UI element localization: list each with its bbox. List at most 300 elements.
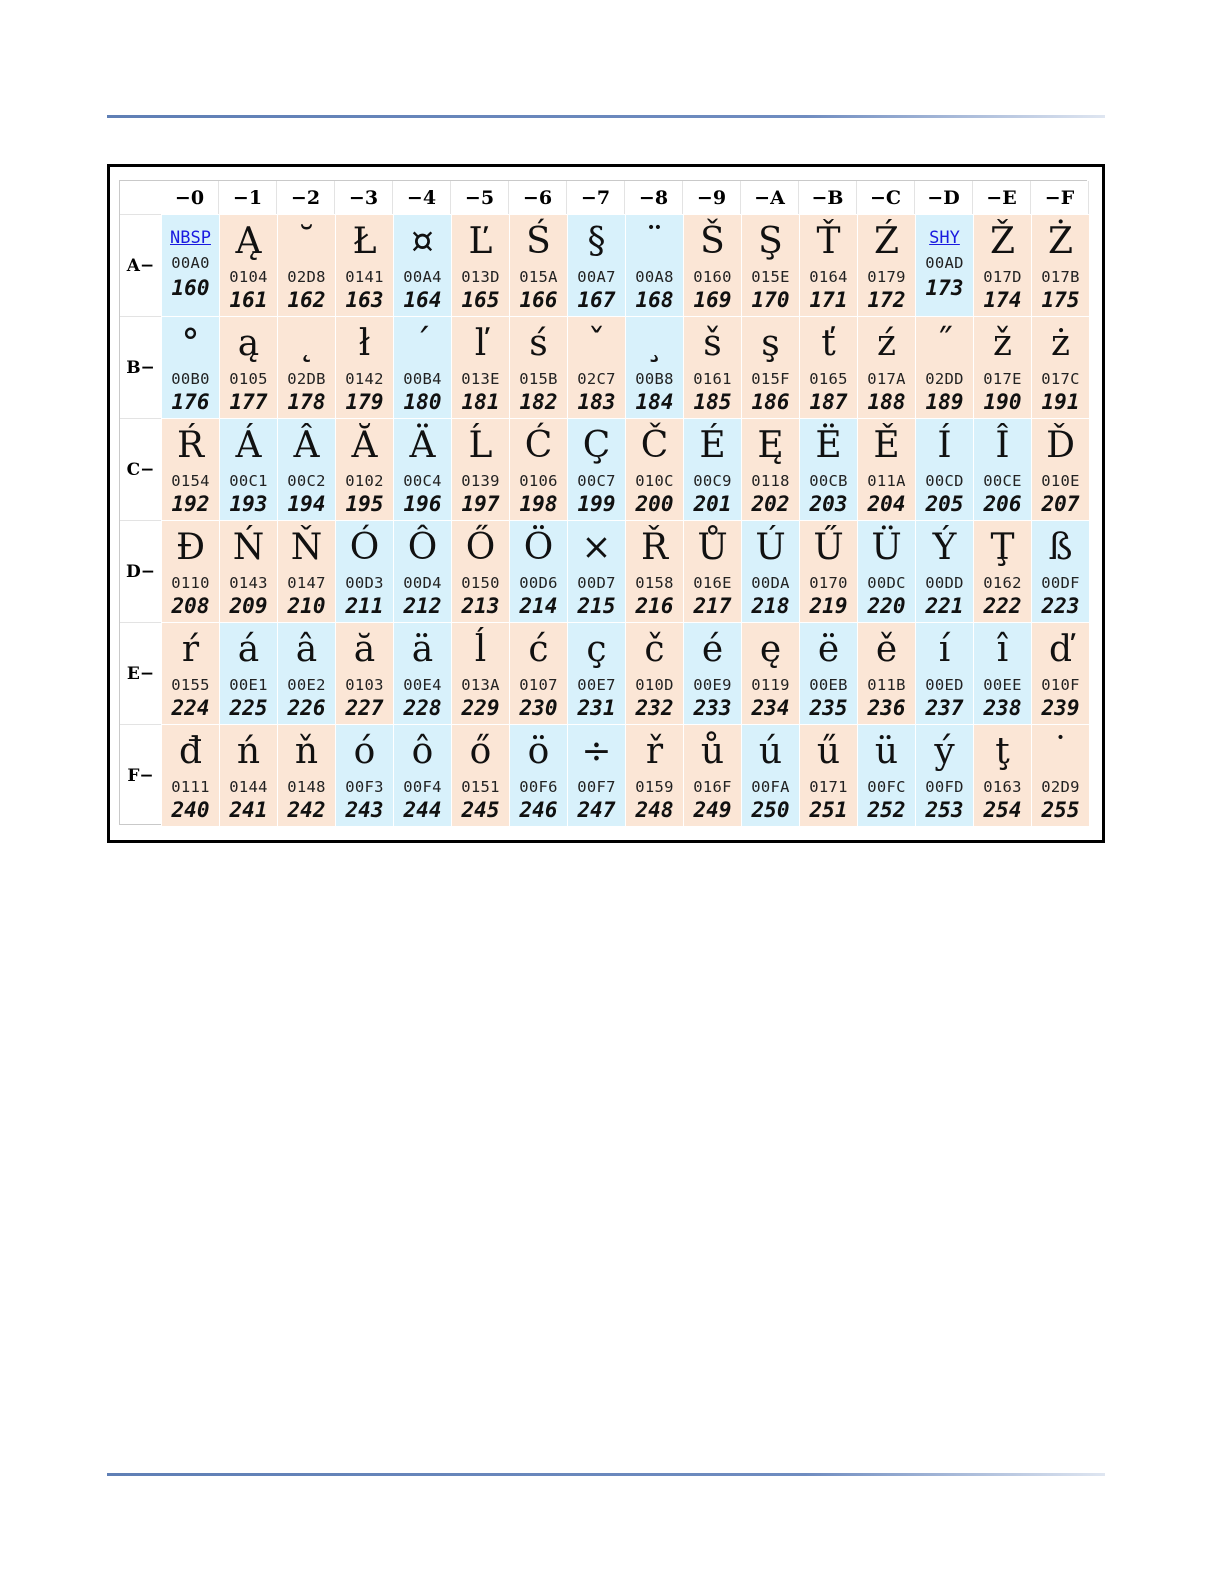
- char-cell: [277, 724, 335, 826]
- char-cell: [161, 214, 219, 316]
- glyph: ý: [934, 731, 955, 772]
- column-header: −A: [741, 181, 799, 214]
- unicode-code: 010C: [635, 472, 674, 490]
- unicode-code: 0106: [519, 472, 558, 490]
- unicode-code: 0139: [461, 472, 500, 490]
- decimal-code: 233: [693, 696, 732, 720]
- glyph: ć: [528, 629, 549, 670]
- char-cell: [567, 418, 625, 520]
- unicode-code: 00B8: [635, 370, 674, 388]
- char-cell: [973, 418, 1031, 520]
- glyph: ä: [411, 629, 434, 670]
- unicode-code: 00CB: [809, 472, 848, 490]
- decimal-code: 205: [925, 492, 964, 516]
- unicode-code: 017A: [867, 370, 906, 388]
- unicode-code: 02DD: [925, 370, 964, 388]
- decimal-code: 226: [287, 696, 326, 720]
- row-header: F−: [120, 724, 161, 826]
- decimal-code: 167: [577, 288, 616, 312]
- column-header: −7: [567, 181, 625, 214]
- glyph: ă: [353, 629, 376, 670]
- decimal-code: 169: [693, 288, 732, 312]
- char-cell: [625, 520, 683, 622]
- bottom-rule: [107, 1473, 1105, 1476]
- unicode-code: 00E1: [229, 676, 268, 694]
- glyph-link[interactable]: NBSP: [170, 228, 211, 248]
- charset-table: [119, 180, 1087, 825]
- unicode-code: 010E: [1041, 472, 1080, 490]
- glyph: ľ: [474, 323, 487, 364]
- char-cell: [451, 520, 509, 622]
- decimal-code: 163: [345, 288, 384, 312]
- unicode-code: 017B: [1041, 268, 1080, 286]
- char-cell: [915, 724, 973, 826]
- char-cell: [567, 622, 625, 724]
- char-cell: [915, 214, 973, 316]
- char-cell: [973, 214, 1031, 316]
- unicode-code: 00D7: [577, 574, 616, 592]
- decimal-code: 164: [403, 288, 442, 312]
- char-cell: [219, 622, 277, 724]
- char-cell: [219, 316, 277, 418]
- char-cell: [857, 622, 915, 724]
- decimal-code: 222: [983, 594, 1022, 618]
- unicode-code: 0179: [867, 268, 906, 286]
- decimal-code: 252: [867, 798, 906, 822]
- glyph: Ä: [409, 425, 436, 466]
- decimal-code: 216: [635, 594, 674, 618]
- glyph: Ó: [349, 527, 380, 568]
- unicode-code: 00EE: [983, 676, 1022, 694]
- char-cell: [393, 622, 451, 724]
- decimal-code: 168: [635, 288, 674, 312]
- glyph: Ţ: [990, 527, 1015, 568]
- glyph: ö: [527, 731, 550, 772]
- column-header: −D: [915, 181, 973, 214]
- glyph: É: [699, 425, 726, 466]
- glyph: ú: [758, 731, 783, 772]
- unicode-code: 00CD: [925, 472, 964, 490]
- unicode-code: 00DC: [867, 574, 906, 592]
- decimal-code: 197: [461, 492, 500, 516]
- unicode-code: 0107: [519, 676, 558, 694]
- unicode-code: 00DA: [751, 574, 790, 592]
- unicode-code: 00AD: [925, 254, 964, 272]
- glyph: Ń: [232, 527, 265, 568]
- glyph: §: [587, 221, 606, 262]
- glyph: ŕ: [181, 629, 200, 670]
- unicode-code: 0159: [635, 778, 674, 796]
- char-cell: [857, 214, 915, 316]
- glyph: ű: [816, 731, 841, 772]
- decimal-code: 225: [229, 696, 268, 720]
- char-cell: [509, 418, 567, 520]
- char-cell: [973, 622, 1031, 724]
- char-cell: [509, 316, 567, 418]
- glyph: Â: [293, 425, 320, 466]
- decimal-code: 244: [403, 798, 442, 822]
- glyph: Ç: [582, 425, 611, 466]
- column-header: −9: [683, 181, 741, 214]
- unicode-code: 013D: [461, 268, 500, 286]
- decimal-code: 160: [171, 276, 210, 300]
- decimal-code: 237: [925, 696, 964, 720]
- decimal-code: 200: [635, 492, 674, 516]
- glyph: Ĺ: [468, 425, 493, 466]
- unicode-code: 0165: [809, 370, 848, 388]
- unicode-code: 017E: [983, 370, 1022, 388]
- char-cell: [335, 316, 393, 418]
- unicode-code: 00F6: [519, 778, 558, 796]
- unicode-code: 0161: [693, 370, 732, 388]
- glyph: ţ: [995, 731, 1010, 772]
- char-cell: [799, 316, 857, 418]
- unicode-code: 02C7: [577, 370, 616, 388]
- char-cell: [393, 520, 451, 622]
- char-cell: [625, 418, 683, 520]
- decimal-code: 211: [345, 594, 384, 618]
- unicode-code: 00C2: [287, 472, 326, 490]
- unicode-code: 011B: [867, 676, 906, 694]
- glyph: ő: [469, 731, 492, 772]
- decimal-code: 174: [983, 288, 1022, 312]
- decimal-code: 194: [287, 492, 326, 516]
- glyph: í: [938, 629, 951, 670]
- unicode-code: 00CE: [983, 472, 1022, 490]
- glyph: Č: [640, 425, 669, 466]
- char-cell: [567, 520, 625, 622]
- glyph: é: [701, 629, 724, 670]
- table-corner: [120, 181, 161, 214]
- char-cell: [393, 316, 451, 418]
- char-cell: [393, 214, 451, 316]
- decimal-code: 217: [693, 594, 732, 618]
- column-header: −2: [277, 181, 335, 214]
- char-cell: [973, 520, 1031, 622]
- decimal-code: 204: [867, 492, 906, 516]
- decimal-code: 177: [229, 390, 268, 414]
- decimal-code: 243: [345, 798, 384, 822]
- char-cell: [973, 316, 1031, 418]
- char-cell: [451, 214, 509, 316]
- char-cell: [277, 622, 335, 724]
- char-cell: [219, 418, 277, 520]
- unicode-code: 00FD: [925, 778, 964, 796]
- decimal-code: 215: [577, 594, 616, 618]
- glyph: ĺ: [474, 629, 487, 670]
- glyph: ř: [645, 731, 664, 772]
- decimal-code: 230: [519, 696, 558, 720]
- char-cell: [799, 520, 857, 622]
- glyph: ů: [700, 731, 725, 772]
- char-cell: [683, 724, 741, 826]
- decimal-code: 224: [171, 696, 210, 720]
- decimal-code: 228: [403, 696, 442, 720]
- unicode-code: 017C: [1041, 370, 1080, 388]
- decimal-code: 242: [287, 798, 326, 822]
- unicode-code: 00C4: [403, 472, 442, 490]
- char-cell: [915, 520, 973, 622]
- glyph: Ă: [351, 425, 378, 466]
- char-cell: [219, 214, 277, 316]
- glyph: ď: [1048, 629, 1073, 670]
- char-cell: [799, 214, 857, 316]
- unicode-code: 0171: [809, 778, 848, 796]
- unicode-code: 0102: [345, 472, 384, 490]
- glyph: ë: [817, 629, 840, 670]
- decimal-code: 193: [229, 492, 268, 516]
- unicode-code: 010D: [635, 676, 674, 694]
- char-cell: [799, 418, 857, 520]
- decimal-code: 186: [751, 390, 790, 414]
- glyph: â: [295, 629, 318, 670]
- unicode-code: 0162: [983, 574, 1022, 592]
- char-cell: [161, 520, 219, 622]
- glyph: Ž: [989, 221, 1015, 262]
- decimal-code: 238: [983, 696, 1022, 720]
- unicode-code: 015A: [519, 268, 558, 286]
- char-cell: [683, 316, 741, 418]
- char-cell: [625, 214, 683, 316]
- glyph-link[interactable]: SHY: [929, 228, 960, 248]
- charset-table-frame: [107, 164, 1105, 843]
- glyph: ÷: [581, 731, 612, 772]
- decimal-code: 227: [345, 696, 384, 720]
- decimal-code: 188: [867, 390, 906, 414]
- unicode-code: 0119: [751, 676, 790, 694]
- column-header: −E: [973, 181, 1031, 214]
- unicode-code: 00F4: [403, 778, 442, 796]
- decimal-code: 182: [519, 390, 558, 414]
- glyph: ¤: [411, 221, 434, 262]
- decimal-code: 220: [867, 594, 906, 618]
- char-cell: [1031, 520, 1089, 622]
- decimal-code: 206: [983, 492, 1022, 516]
- glyph: ˙: [1051, 731, 1070, 772]
- unicode-code: 00C1: [229, 472, 268, 490]
- char-cell: [915, 622, 973, 724]
- glyph: Ź: [873, 221, 899, 262]
- unicode-code: 0164: [809, 268, 848, 286]
- unicode-code: 00C9: [693, 472, 732, 490]
- unicode-code: 00A0: [171, 254, 210, 272]
- unicode-code: 0143: [229, 574, 268, 592]
- decimal-code: 161: [229, 288, 268, 312]
- unicode-code: 00ED: [925, 676, 964, 694]
- glyph: Ą: [235, 221, 262, 262]
- unicode-code: 00D6: [519, 574, 558, 592]
- glyph: Ť: [816, 221, 841, 262]
- row-header: C−: [120, 418, 161, 520]
- glyph: Ě: [873, 425, 900, 466]
- decimal-code: 176: [171, 390, 210, 414]
- char-cell: [393, 724, 451, 826]
- unicode-code: 00E9: [693, 676, 732, 694]
- glyph: Í: [937, 425, 952, 466]
- unicode-code: 00A8: [635, 268, 674, 286]
- decimal-code: 221: [925, 594, 964, 618]
- char-cell: [741, 622, 799, 724]
- decimal-code: 192: [171, 492, 210, 516]
- decimal-code: 250: [751, 798, 790, 822]
- unicode-code: 0110: [171, 574, 210, 592]
- decimal-code: 183: [577, 390, 616, 414]
- char-cell: [277, 418, 335, 520]
- decimal-code: 245: [461, 798, 500, 822]
- decimal-code: 218: [751, 594, 790, 618]
- char-cell: [683, 622, 741, 724]
- glyph: î: [996, 629, 1009, 670]
- char-cell: [741, 520, 799, 622]
- unicode-code: 0141: [345, 268, 384, 286]
- column-header: −6: [509, 181, 567, 214]
- decimal-code: 219: [809, 594, 848, 618]
- char-cell: [509, 724, 567, 826]
- glyph: ą: [237, 323, 260, 364]
- char-cell: [857, 724, 915, 826]
- glyph: á: [237, 629, 260, 670]
- unicode-code: 00C7: [577, 472, 616, 490]
- decimal-code: 231: [577, 696, 616, 720]
- glyph: š: [703, 323, 722, 364]
- glyph: ˛: [297, 323, 316, 364]
- column-header: −1: [219, 181, 277, 214]
- unicode-code: 00D4: [403, 574, 442, 592]
- unicode-code: 00FA: [751, 778, 790, 796]
- decimal-code: 201: [693, 492, 732, 516]
- glyph: Ô: [407, 527, 438, 568]
- glyph: ę: [759, 629, 782, 670]
- glyph: Ö: [523, 527, 554, 568]
- decimal-code: 179: [345, 390, 384, 414]
- decimal-code: 240: [171, 798, 210, 822]
- char-cell: [393, 418, 451, 520]
- glyph: ×: [581, 527, 612, 568]
- glyph: ó: [353, 731, 376, 772]
- decimal-code: 251: [809, 798, 848, 822]
- unicode-code: 0142: [345, 370, 384, 388]
- unicode-code: 00E4: [403, 676, 442, 694]
- decimal-code: 162: [287, 288, 326, 312]
- unicode-code: 0105: [229, 370, 268, 388]
- char-cell: [567, 316, 625, 418]
- unicode-code: 00A7: [577, 268, 616, 286]
- column-header: −C: [857, 181, 915, 214]
- unicode-code: 013A: [461, 676, 500, 694]
- char-cell: [741, 316, 799, 418]
- unicode-code: 017D: [983, 268, 1022, 286]
- unicode-code: 00DD: [925, 574, 964, 592]
- char-cell: [451, 622, 509, 724]
- glyph: Ř: [640, 527, 669, 568]
- column-header: −B: [799, 181, 857, 214]
- char-cell: [683, 520, 741, 622]
- char-cell: [567, 724, 625, 826]
- decimal-code: 180: [403, 390, 442, 414]
- decimal-code: 184: [635, 390, 674, 414]
- glyph: Ň: [290, 527, 323, 568]
- glyph: Ł: [352, 221, 377, 262]
- glyph: ź: [877, 323, 896, 364]
- decimal-code: 253: [925, 798, 964, 822]
- column-header: −8: [625, 181, 683, 214]
- decimal-code: 210: [287, 594, 326, 618]
- glyph: Š: [700, 221, 725, 262]
- decimal-code: 254: [983, 798, 1022, 822]
- row-header: E−: [120, 622, 161, 724]
- decimal-code: 171: [809, 288, 848, 312]
- decimal-code: 191: [1041, 390, 1080, 414]
- char-cell: [1031, 316, 1089, 418]
- glyph: ł: [358, 323, 371, 364]
- char-cell: [335, 724, 393, 826]
- column-header: −5: [451, 181, 509, 214]
- unicode-code: 0158: [635, 574, 674, 592]
- char-cell: [915, 418, 973, 520]
- char-cell: [1031, 724, 1089, 826]
- glyph: Ş: [758, 221, 783, 262]
- unicode-code: 00B0: [171, 370, 210, 388]
- glyph: Ď: [1046, 425, 1075, 466]
- glyph: ś: [529, 323, 548, 364]
- char-cell: [1031, 214, 1089, 316]
- char-cell: [335, 214, 393, 316]
- glyph: ż: [1051, 323, 1070, 364]
- top-rule: [107, 115, 1105, 118]
- unicode-code: 0118: [751, 472, 790, 490]
- unicode-code: 0170: [809, 574, 848, 592]
- char-cell: [161, 724, 219, 826]
- glyph: ň: [294, 731, 319, 772]
- decimal-code: 239: [1041, 696, 1080, 720]
- char-cell: [335, 622, 393, 724]
- glyph: ô: [411, 731, 434, 772]
- char-cell: [509, 622, 567, 724]
- row-header: A−: [120, 214, 161, 316]
- decimal-code: 248: [635, 798, 674, 822]
- glyph: ť: [821, 323, 836, 364]
- glyph: Ę: [757, 425, 784, 466]
- unicode-code: 00F7: [577, 778, 616, 796]
- decimal-code: 187: [809, 390, 848, 414]
- glyph: ˝: [935, 323, 954, 364]
- unicode-code: 00F3: [345, 778, 384, 796]
- decimal-code: 170: [751, 288, 790, 312]
- unicode-code: 02D8: [287, 268, 326, 286]
- glyph: Ü: [871, 527, 902, 568]
- decimal-code: 181: [461, 390, 500, 414]
- char-cell: [625, 316, 683, 418]
- decimal-code: 185: [693, 390, 732, 414]
- unicode-code: 0160: [693, 268, 732, 286]
- column-header: −4: [393, 181, 451, 214]
- char-cell: [335, 418, 393, 520]
- unicode-code: 016F: [693, 778, 732, 796]
- unicode-code: 015F: [751, 370, 790, 388]
- glyph: ě: [875, 629, 898, 670]
- unicode-code: 02DB: [287, 370, 326, 388]
- decimal-code: 165: [461, 288, 500, 312]
- char-cell: [219, 724, 277, 826]
- column-header: −3: [335, 181, 393, 214]
- decimal-code: 189: [925, 390, 964, 414]
- glyph: Ŕ: [176, 425, 205, 466]
- glyph: đ: [178, 731, 203, 772]
- decimal-code: 207: [1041, 492, 1080, 516]
- char-cell: [509, 214, 567, 316]
- glyph: ß: [1048, 527, 1073, 568]
- unicode-code: 015E: [751, 268, 790, 286]
